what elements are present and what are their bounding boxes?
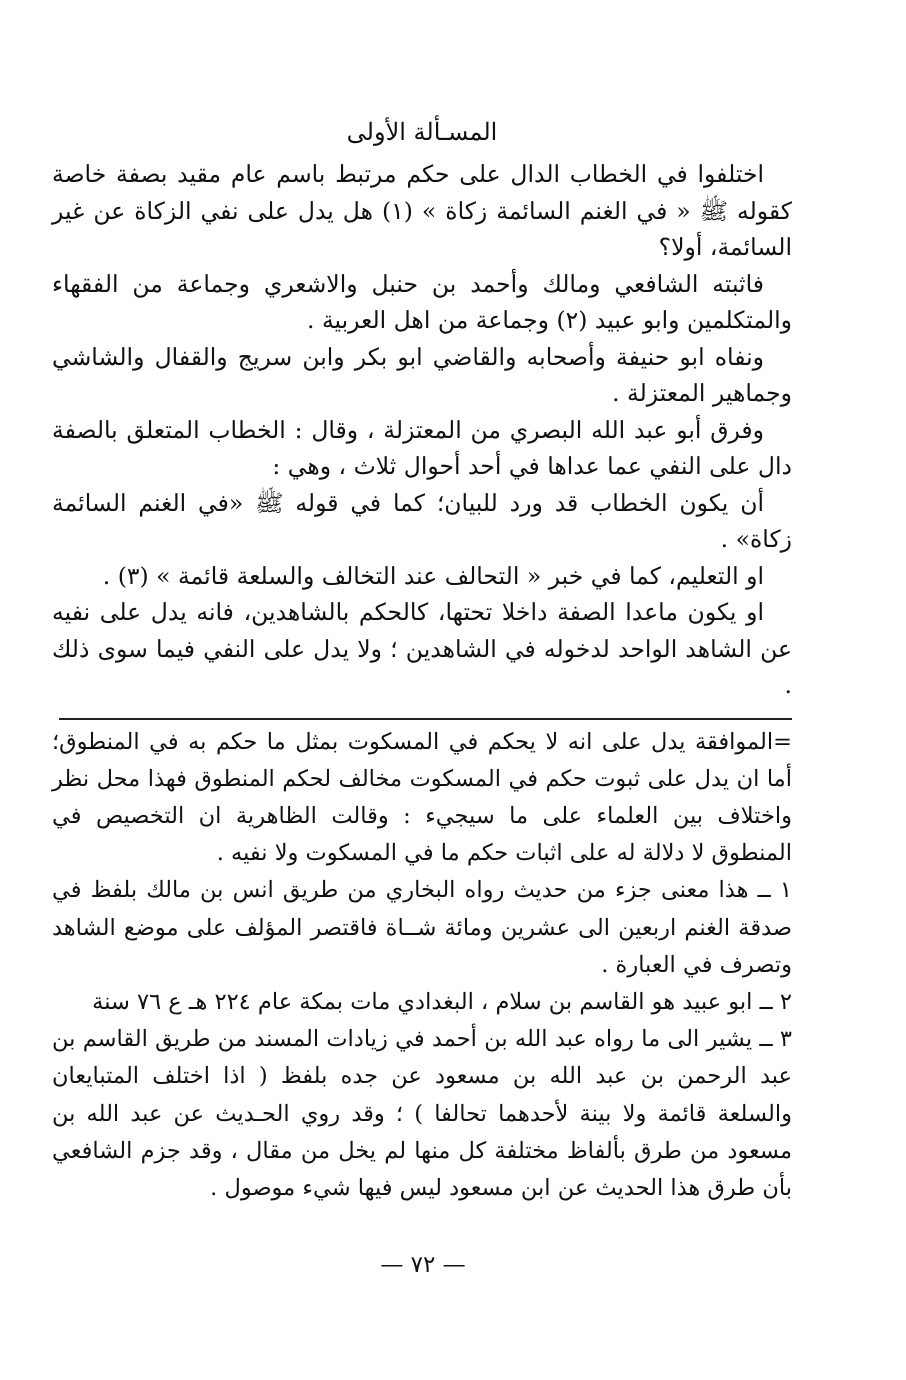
main-paragraph: اختلفوا في الخطاب الدال على حكم مرتبط باسم عام مقيد بصفة خاصة كقوله ﷺ « في الغنم السائمة زكاة » (١) هل يدل على نفي الزكاة عن غير السائمة، أولا؟	[52, 160, 792, 261]
page-number: — ٧٢ —	[380, 1252, 466, 1278]
footnote-1: ١ ــ هذا معنى جزء من حديث رواه البخاري من طريق انس بن مالك بلفظ في صدقة الغنم اربعين الى عشرين ومائة شــاة فاقتصر المؤلف على موضع الشاهد وتصرف في العبارة .	[52, 877, 792, 978]
footnote-divider	[59, 718, 792, 720]
footnotes	[52, 724, 792, 1208]
footnote-3: ٣ ــ يشير الى ما رواه عبد الله بن أحمد في زيادات المسند من طريق القاسم بن عبد الرحمن بن عبد الله بن مسعود عن جده بلفظ ( اذا اختلف المتبايعان والسلعة قائمة ولا بينة لأحدهما تحالفا ) ؛ وقد روي الحـديث عن عبد الله بن مسعود من طرق بألفاظ مختلفة كل منها لم يخل من مقال ، وقد جزم الشافعي بأن طرق هذا الحديث عن ابن مسعود ليس فيها شيء موصول .	[52, 1026, 793, 1201]
main-paragraph: ونفاه ابو حنيفة وأصحابه والقاضي ابو بكر وابن سريج والقفال والشاشي وجماهير المعتزلة .	[52, 342, 792, 407]
chapter-heading: المسـألة الأولى	[346, 118, 498, 146]
main-paragraph: او يكون ماعدا الصفة داخلا تحتها، كالحكم بالشاهدين، فانه يدل على نفيه عن الشاهد الواحد لدخوله في الشاهدين ؛ ولا يدل على النفي فيما سوى ذلك .	[52, 598, 792, 699]
main-paragraph: وفرق أبو عبد الله البصري من المعتزلة ، وقال : الخطاب المتعلق بالصفة دال على النفي عما عداها في أحد أحوال ثلاث ، وهي :	[52, 415, 792, 480]
document-page	[52, 112, 792, 1207]
main-text	[52, 156, 792, 704]
footnote-continuation: =الموافقة يدل على انه لا يحكم في المسكوت بمثل ما حكم به في المنطوق؛ أما ان يدل على ثبوت حكم في المسكوت مخالف لحكم المنطوق فهذا محل نظر واختلاف بين العلماء على ما سيجيء : وقالت الظاهرية ان التخصيص في المنطوق لا دلالة له على اثبات حكم ما في المسكوت ولا نفيه .	[52, 728, 792, 867]
main-paragraph: أن يكون الخطاب قد ورد للبيان؛ كما في قوله ﷺ «في الغنم السائمة زكاة» .	[52, 488, 792, 553]
main-paragraph: او التعليم، كما في خبر « التحالف عند التخالف والسلعة قائمة » (٣) .	[102, 561, 764, 590]
footnote-2: ٢ ــ ابو عبيد هو القاسم بن سلام ، البغدادي مات بمكة عام ٢٢٤ هـ ع ٧٦ سنة	[92, 988, 792, 1015]
main-paragraph: فاثبته الشافعي ومالك وأحمد بن حنبل والاشعري وجماعة من الفقهاء والمتكلمين وابو عبيد (٢) وجماعة من اهل العربية .	[52, 269, 792, 334]
